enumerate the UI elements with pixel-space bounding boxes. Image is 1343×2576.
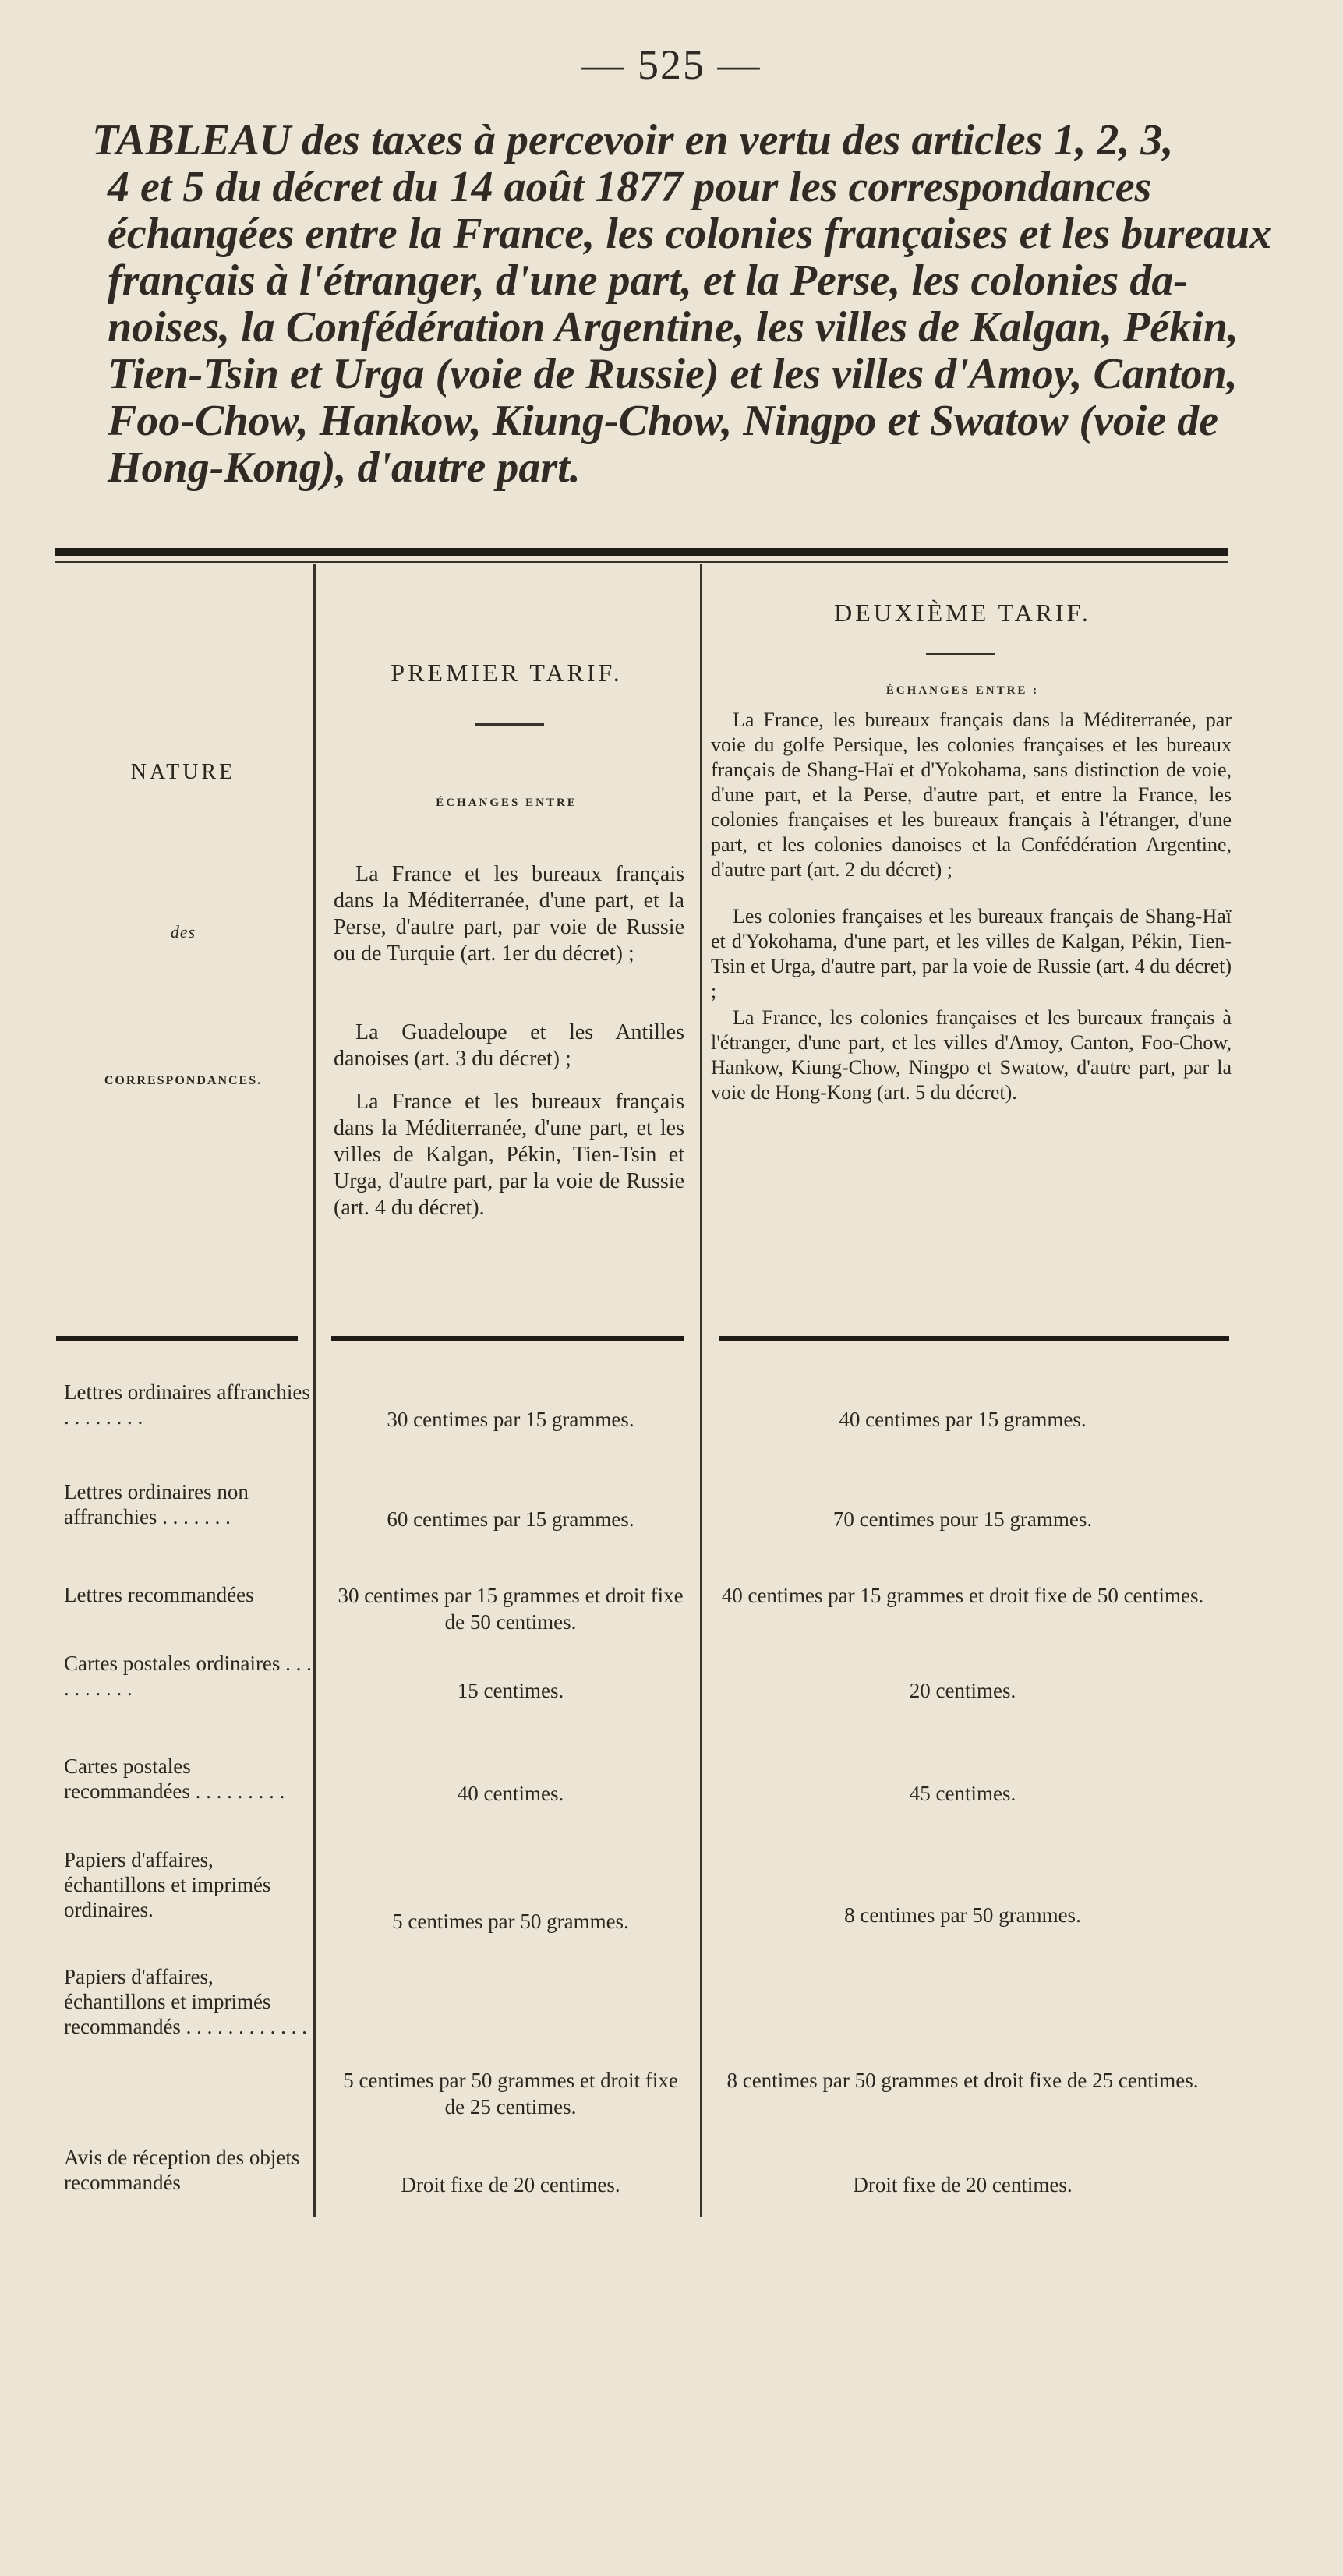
deuxieme-echanges-heading: ÉCHANGES ENTRE :: [885, 684, 1040, 697]
tarif1-papiers-recommandes: 5 centimes par 50 grammes et droit fixe de 25 centimes.: [343, 2069, 678, 2118]
row-label-lettres-recommandees: Lettres recommandées: [64, 1583, 254, 1606]
row-label-lettres-affranchies: Lettres ordinaires affranchies . . . . . . . .: [64, 1380, 310, 1429]
header-rule-col1: [56, 1336, 298, 1341]
deuxieme-tarif-paragraph-3: La France, les colonies françaises et les bureaux français à l'étranger, d'une part, et les villes d'Amoy, Canton, Foo-Chow, Hankow, Kiung-Chow, Ningpo et Swatow, d'autre part, par la voie de Hong-Kong (art. 5 du décret).: [711, 1006, 1232, 1104]
tarif2-papiers-ordinaires: 8 centimes par 50 grammes.: [844, 1903, 1081, 1927]
row-label-cartes-recommandees: Cartes postales recommandées . . . . . . . . .: [64, 1754, 285, 1803]
tarif1-papiers-ordinaires: 5 centimes par 50 grammes.: [392, 1910, 629, 1933]
tarif1-lettres-affranchies: 30 centimes par 15 grammes.: [387, 1408, 634, 1431]
title-line: 4 et 5 du décret du 14 août 1877 pour les correspondances: [108, 163, 1152, 211]
tarif2-papiers-recommandes: 8 centimes par 50 grammes et droit fixe de 25 centimes.: [726, 2069, 1199, 2092]
tarif2-lettres-recommandees: 40 centimes par 15 grammes et droit fixe de 50 centimes.: [721, 1584, 1204, 1607]
deuxieme-tarif-paragraph-2: Les colonies françaises et les bureaux français de Shang-Haï et d'Yokohama, d'une part, et les villes de Kalgan, Pékin, Tien-Tsin et Urga, d'autre part, par la voie de Russie (art. 4 du décret) ;: [711, 905, 1232, 1002]
page-number: — 525 —: [581, 41, 762, 88]
premier-echanges-heading: ÉCHANGES ENTRE: [436, 797, 578, 809]
row-label-papiers-recommandes: Papiers d'affaires, échantillons et imprimés recommandés . . . . . . . . . . . .: [64, 1965, 307, 2038]
top-thick-rule: [55, 548, 1228, 556]
title-line: noises, la Confédération Argentine, les villes de Kalgan, Pékin,: [108, 303, 1239, 352]
premier-tarif-paragraph-2: La Guadeloupe et les Antilles danoises (art. 3 du décret) ;: [334, 1020, 684, 1071]
title-line: échangées entre la France, les colonies françaises et les bureaux: [108, 210, 1272, 258]
row-label-lettres-non-affranchies: Lettres ordinaires non affranchies . . . . . . .: [64, 1480, 249, 1528]
nature-heading: NATURE: [130, 760, 236, 784]
correspondances-heading: CORRESPONDANCES.: [104, 1074, 263, 1087]
premier-tarif-heading: PREMIER TARIF.: [391, 659, 623, 687]
tarif2-lettres-affranchies: 40 centimes par 15 grammes.: [839, 1408, 1087, 1431]
tarif2-lettres-non-affranchies: 70 centimes pour 15 grammes.: [832, 1507, 1093, 1531]
tarif1-lettres-recommandees: 30 centimes par 15 grammes et droit fixe de 50 centimes.: [338, 1584, 684, 1634]
table-title: [92, 116, 1272, 492]
column-divider-2: [700, 564, 702, 2217]
header-rule-col3: [719, 1336, 1229, 1341]
tarif2-avis-reception: Droit fixe de 20 centimes.: [853, 2173, 1073, 2196]
tarif1-avis-reception: Droit fixe de 20 centimes.: [401, 2173, 620, 2196]
tarif1-cartes-recommandees: 40 centimes.: [457, 1782, 564, 1805]
tarif1-lettres-non-affranchies: 60 centimes par 15 grammes.: [387, 1507, 634, 1531]
tarif2-cartes-ordinaires: 20 centimes.: [909, 1679, 1016, 1702]
title-line: français à l'étranger, d'une part, et la Perse, les colonies da-: [108, 256, 1188, 305]
deuxieme-tarif-paragraph-1: La France, les bureaux français dans la Méditerranée, par voie du golfe Persique, les colonies françaises et les bureaux français de Shang-Haï et d'Yokohama, sans distinction de voie, d'une part, et la Perse, d'autre part, et entre la France, les colonies françaises et les bureaux français à l'étranger, d'une part, et les colonies danoises et la Confédération Argentine, d'autre part (art. 2 du décret) ;: [711, 708, 1232, 881]
title-line: TABLEAU des taxes à percevoir en vertu des articles 1, 2, 3,: [92, 116, 1174, 164]
tarif1-cartes-ordinaires: 15 centimes.: [457, 1679, 564, 1702]
row-label-papiers-ordinaires: Papiers d'affaires, échantillons et imprimés ordinaires.: [64, 1848, 271, 1921]
row-label-avis-reception: Avis de réception des objets recommandés: [64, 2146, 300, 2194]
top-thin-rule: [55, 561, 1228, 563]
premier-tarif-rule: [475, 723, 544, 726]
title-line: Tien-Tsin et Urga (voie de Russie) et les villes d'Amoy, Canton,: [108, 350, 1238, 398]
des-heading: des: [170, 922, 196, 942]
tarif2-cartes-recommandees: 45 centimes.: [909, 1782, 1016, 1805]
deuxieme-tarif-rule: [926, 653, 995, 655]
header-rule-col2: [331, 1336, 684, 1341]
premier-tarif-paragraph-3: La France et les bureaux français dans la Méditerranée, d'une part, et les villes de Kalgan, Pékin, Tien-Tsin et Urga, d'autre part, par la voie de Russie (art. 4 du décret).: [334, 1090, 684, 1220]
title-line: Hong-Kong), d'autre part.: [108, 443, 581, 492]
premier-tarif-paragraph-1: La France et les bureaux français dans la Méditerranée, d'une part, et la Perse, d'autre part, par voie de Russie ou de Turquie (art. 1er du décret) ;: [334, 862, 684, 966]
column-divider-1: [313, 564, 316, 2217]
deuxieme-tarif-heading: DEUXIÈME TARIF.: [834, 599, 1091, 627]
row-label-cartes-ordinaires: Cartes postales ordinaires . . . . . . . . . .: [64, 1652, 312, 1700]
title-line: Foo-Chow, Hankow, Kiung-Chow, Ningpo et Swatow (voie de: [108, 397, 1219, 445]
